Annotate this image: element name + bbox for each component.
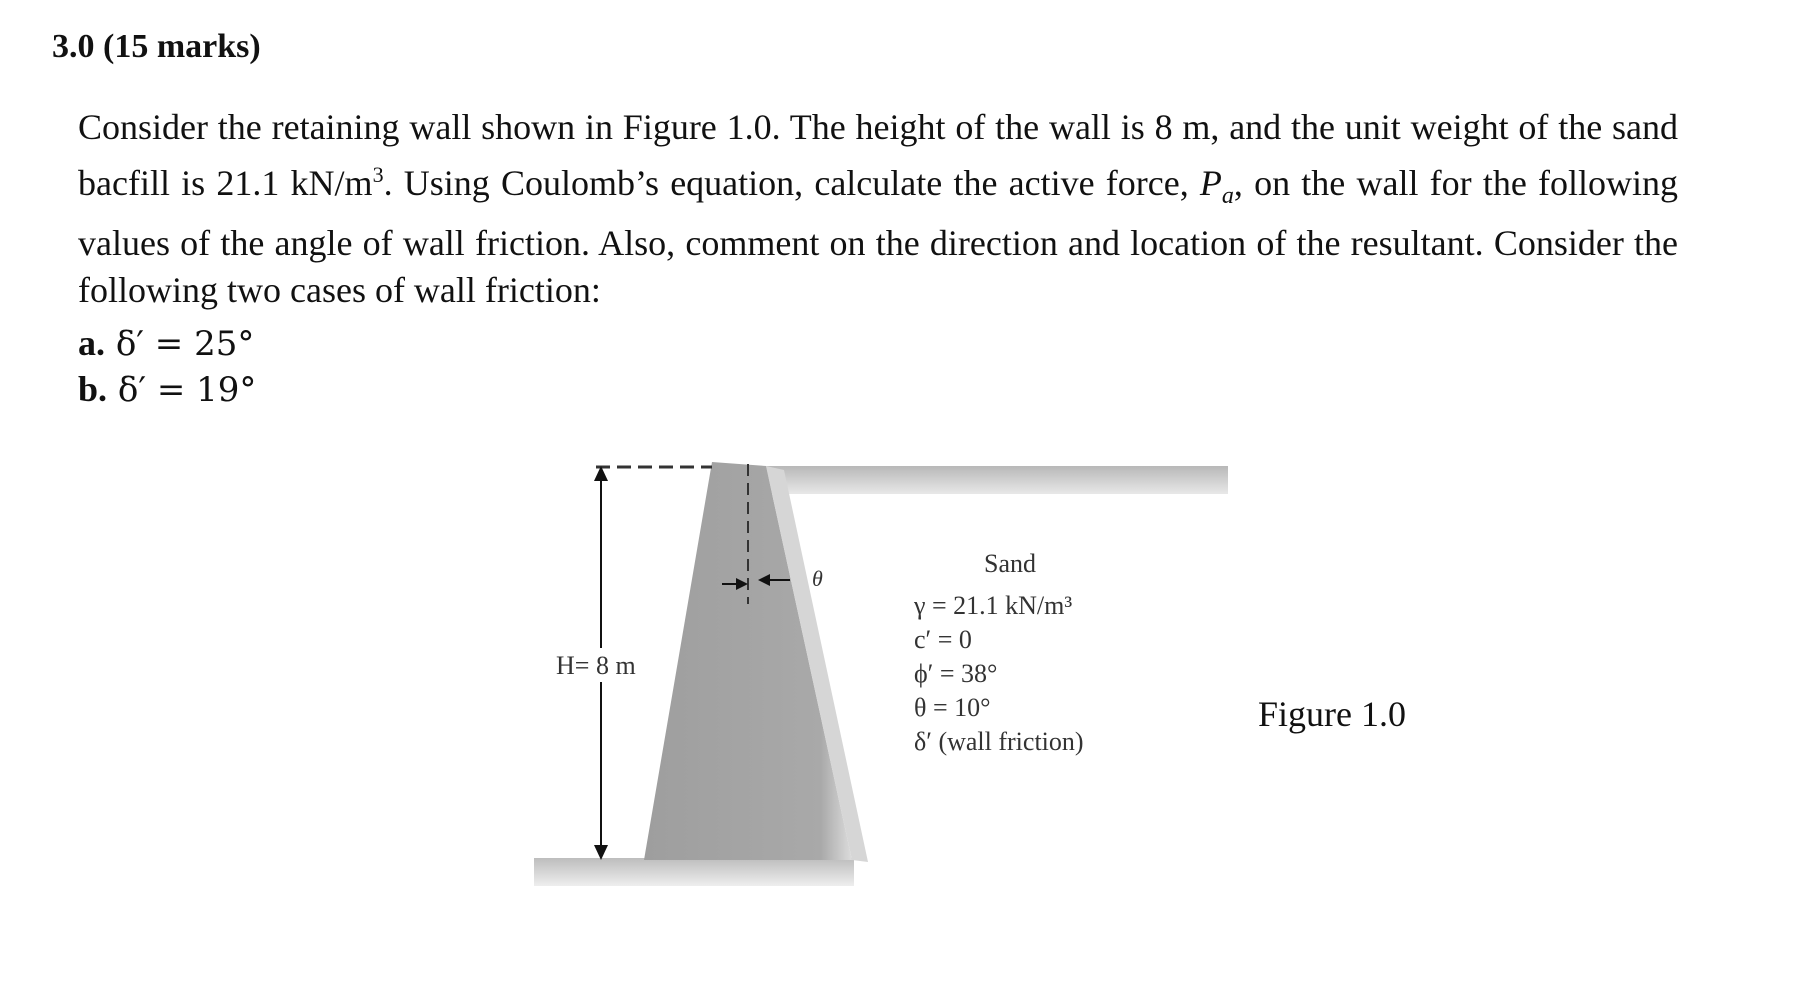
backfill-surface [766, 466, 1228, 494]
question-text-part-1: Consider the retaining wall shown in Figure 1.0. The height of the wall is 8 m, and the unit weight of the sand bacfill is 21.1 kN/m [78, 107, 1678, 203]
question-text-part-3: , on the wall for the following values of the angle of wall friction. Also, comment on the direction and location of the resultant. Consider the following two cases of wall friction: [78, 163, 1679, 311]
case-b-value: δ′ = 19° [117, 370, 257, 410]
theta-label: θ [812, 566, 823, 591]
height-label: H= 8 m [556, 651, 636, 680]
property-theta: θ = 10° [914, 693, 991, 722]
property-unit-weight: γ = 21.1 kN/m³ [914, 591, 1073, 620]
question-text-part-2: . Using Coulomb’s equation, calculate the active force, [383, 163, 1200, 203]
case-b-label: b. [78, 369, 108, 409]
property-cohesion: c′ = 0 [914, 625, 972, 654]
height-arrow-bottom-icon [594, 845, 608, 860]
property-wall-friction: δ′ (wall friction) [914, 727, 1084, 756]
force-subscript: a [1221, 183, 1234, 210]
ground-base [534, 858, 854, 886]
cubic-superscript: 3 [372, 162, 384, 187]
figure-caption: Figure 1.0 [1258, 694, 1406, 734]
case-a-value: δ′ = 25° [115, 324, 255, 364]
question-heading: 3.0 (15 marks) [52, 28, 261, 65]
property-friction-angle: ϕ′ = 38° [914, 659, 998, 688]
case-a-label: a. [78, 323, 105, 363]
force-symbol: P [1199, 163, 1222, 203]
material-title: Sand [984, 549, 1036, 578]
